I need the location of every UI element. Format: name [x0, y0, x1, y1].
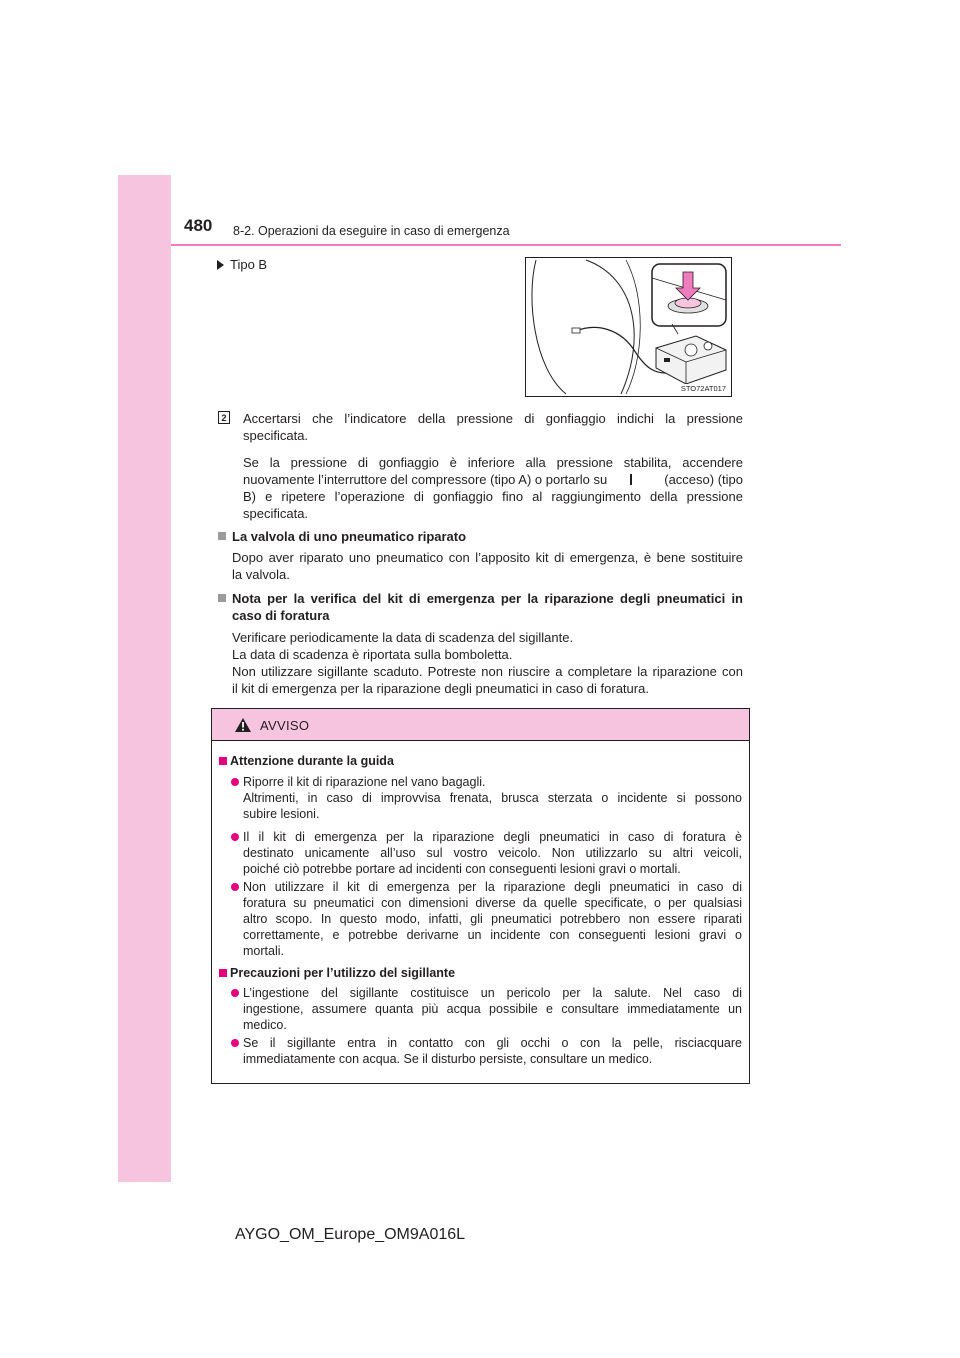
step-number-badge: 2: [218, 411, 230, 424]
pink-dot-bullet-icon: [231, 883, 239, 891]
step-2-extra-text: [243, 454, 743, 522]
warning-bullet: [243, 985, 742, 1033]
note-line: La data di scadenza è riportata sulla bomboletta.: [232, 647, 513, 662]
warning-triangle-icon: [234, 717, 252, 733]
footer-doc-id: AYGO_OM_Europe_OM9A016L: [235, 1226, 466, 1243]
warning-bullet-line: poiché ciò potrebbe portare ad incidenti con conseguenti lesioni gravi o mortali.: [243, 862, 681, 876]
section-title: 8-2. Operazioni da eseguire in caso di emergenza: [233, 224, 510, 238]
warning-bullet-line: altro scopo. In questo modo, infatti, gli pneumatici potrebbero non essere riparati: [243, 912, 742, 926]
warning-bullet-line: Il il kit di emergenza per la riparazione degli pneumatici in caso di foratura è: [243, 830, 742, 844]
step-2-line: Accertarsi che l’indicatore della pressione di gonfiaggio indichi la pressione: [243, 411, 743, 426]
warning-bullet-line: foratura su pneumatici con dimensioni diverse da quelle specificate, o per qualsiasi: [243, 896, 742, 910]
warning-bullet-line: L’ingestione del sigillante costituisce un pericolo per la salute. Nel caso di: [243, 986, 742, 1000]
step-2-line: specificata.: [243, 428, 309, 443]
warning-bullet: [243, 829, 742, 877]
pink-dot-bullet-icon: [231, 989, 239, 997]
valve-line: Dopo aver riparato uno pneumatico con l’apposito kit di emergenza, è bene sostituire: [232, 550, 743, 565]
warning-bullet-line: correttamente, e potrebbe derivarne un incidente con conseguenti lesioni gravi o: [243, 928, 742, 942]
warning-section-heading: Attenzione durante la guida: [230, 754, 394, 768]
warning-bullet-line: subire lesioni.: [243, 807, 320, 821]
note-line: Verificare periodicamente la data di scadenza del sigillante.: [232, 630, 574, 645]
warning-bullet-line: ingestione, assumere quanta più acqua possibile e consultare immediatamente un: [243, 1002, 742, 1016]
warning-bullet-line: medico.: [243, 1018, 287, 1032]
note-line: il kit di emergenza per la riparazione degli pneumatici in caso di foratura.: [232, 681, 649, 696]
warning-section-heading: Precauzioni per l’utilizzo del sigillante: [230, 966, 456, 980]
pink-square-bullet-icon: [219, 757, 227, 765]
warning-bullet: [243, 1035, 742, 1067]
warning-bullet-line: Riporre il kit di riparazione nel vano bagagli.: [243, 775, 486, 789]
note-line: Non utilizzare sigillante scaduto. Potreste non riuscire a completare la riparazione con: [232, 664, 743, 679]
valve-heading: La valvola di uno pneumatico riparato: [232, 529, 467, 544]
step-2-text: [243, 410, 743, 444]
warning-bullet-line: Se il sigillante entra in contatto con gli occhi o con la pelle, risciacquare: [243, 1036, 742, 1050]
warning-bullet-line: immediatamente con acqua. Se il disturbo persiste, consultare un medico.: [243, 1052, 653, 1066]
pink-dot-bullet-icon: [231, 1039, 239, 1047]
note-heading-line: Nota per la verifica del kit di emergenza per la riparazione degli pneumatici in: [232, 591, 743, 606]
sub-heading: [217, 257, 267, 272]
valve-text: [232, 549, 743, 583]
square-bullet-icon: [218, 594, 226, 602]
pink-dot-bullet-icon: [231, 833, 239, 841]
warning-bullet-line: destinato unicamente all’uso sul vostro veicolo. Non utilizzarlo su altri veicoli,: [243, 846, 742, 860]
header-rule: [171, 244, 841, 246]
side-color-band: [118, 175, 171, 1182]
sub-heading-label: Tipo B: [230, 257, 268, 272]
step-2-extra-line-start: nuovamente l’interruttore del compressore (tipo A) o portarlo su: [243, 472, 608, 487]
page-number: 480: [184, 216, 213, 235]
step-2-extra-line: B) e ripetere l’operazione di gonfiaggio fino al raggiungimento della pressione: [243, 489, 743, 504]
compressor-figure: [525, 257, 732, 397]
warning-bullet-line: Altrimenti, in caso di improvvisa frenata, brusca sterzata o incidente si possono: [243, 791, 742, 805]
step-2-extra-line: Se la pressione di gonfiaggio è inferiore alla pressione stabilita, accendere: [243, 455, 743, 470]
square-bullet-icon: [218, 532, 226, 540]
step-2-extra-line: specificata.: [243, 506, 309, 521]
step-2-extra-line-with-symbol: [243, 471, 743, 488]
warning-title-label: AVVISO: [260, 717, 310, 733]
valve-line: la valvola.: [232, 567, 290, 582]
pink-dot-bullet-icon: [231, 778, 239, 786]
compressor-illustration: [526, 258, 731, 396]
warning-bullet: [243, 879, 742, 959]
warning-bullet-line: Non utilizzare il kit di emergenza per la riparazione degli pneumatici in caso di: [243, 880, 742, 894]
note-heading: [232, 590, 743, 624]
on-switch-symbol-icon: [630, 474, 632, 485]
note-heading-line: caso di foratura: [232, 608, 330, 623]
warning-bullet-line: mortali.: [243, 944, 284, 958]
warning-title: [234, 717, 309, 733]
warning-box: [211, 708, 750, 1084]
triangle-bullet-icon: [217, 260, 224, 270]
figure-code: STO72AT017: [680, 384, 726, 393]
note-text: [232, 629, 743, 697]
warning-header: [212, 709, 749, 741]
warning-bullet: [243, 774, 742, 822]
step-2-extra-line-end: (acceso) (tipo: [664, 472, 743, 487]
pink-square-bullet-icon: [219, 969, 227, 977]
